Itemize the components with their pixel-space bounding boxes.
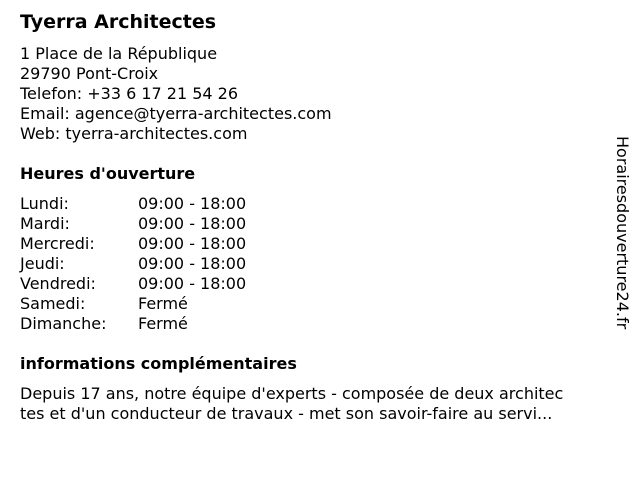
opening-hours-heading: Heures d'ouverture: [20, 164, 196, 183]
hours-day: Dimanche:: [20, 314, 107, 333]
web-line: Web: tyerra-architectes.com: [20, 124, 248, 143]
business-description: [20, 384, 610, 424]
hours-time: Fermé: [138, 314, 188, 333]
site-watermark: Horairesdouverture24.fr: [613, 136, 632, 330]
hours-row: [20, 254, 246, 274]
hours-time: 09:00 - 18:00: [138, 214, 247, 233]
description-line: Depuis 17 ans, notre équipe d'experts - composée de deux architec: [20, 384, 564, 403]
hours-day: Vendredi:: [20, 274, 96, 293]
address-city: 29790 Pont-Croix: [20, 64, 159, 83]
hours-row: [20, 194, 246, 214]
hours-time: 09:00 - 18:00: [138, 194, 247, 213]
hours-time: 09:00 - 18:00: [138, 254, 247, 273]
email-line: Email: agence@tyerra-architectes.com: [20, 104, 332, 123]
hours-time: Fermé: [138, 294, 188, 313]
hours-day: Jeudi:: [20, 254, 65, 273]
hours-day: Mardi:: [20, 214, 70, 233]
hours-row: [20, 294, 246, 314]
hours-day: Lundi:: [20, 194, 69, 213]
hours-time: 09:00 - 18:00: [138, 234, 247, 253]
hours-row: [20, 234, 246, 254]
phone-line: Telefon: +33 6 17 21 54 26: [20, 84, 239, 103]
hours-row: [20, 214, 246, 234]
description-line: tes et d'un conducteur de travaux - met son savoir-faire au servi...: [20, 404, 553, 423]
hours-row: [20, 314, 246, 334]
hours-day: Samedi:: [20, 294, 86, 313]
address-street: 1 Place de la République: [20, 44, 218, 63]
opening-hours-table: [20, 194, 246, 334]
address-block: [20, 44, 332, 144]
hours-row: [20, 274, 246, 294]
hours-time: 09:00 - 18:00: [138, 274, 247, 293]
hours-day: Mercredi:: [20, 234, 95, 253]
business-name: Tyerra Architectes: [20, 11, 217, 33]
additional-info-heading: informations complémentaires: [20, 354, 297, 373]
